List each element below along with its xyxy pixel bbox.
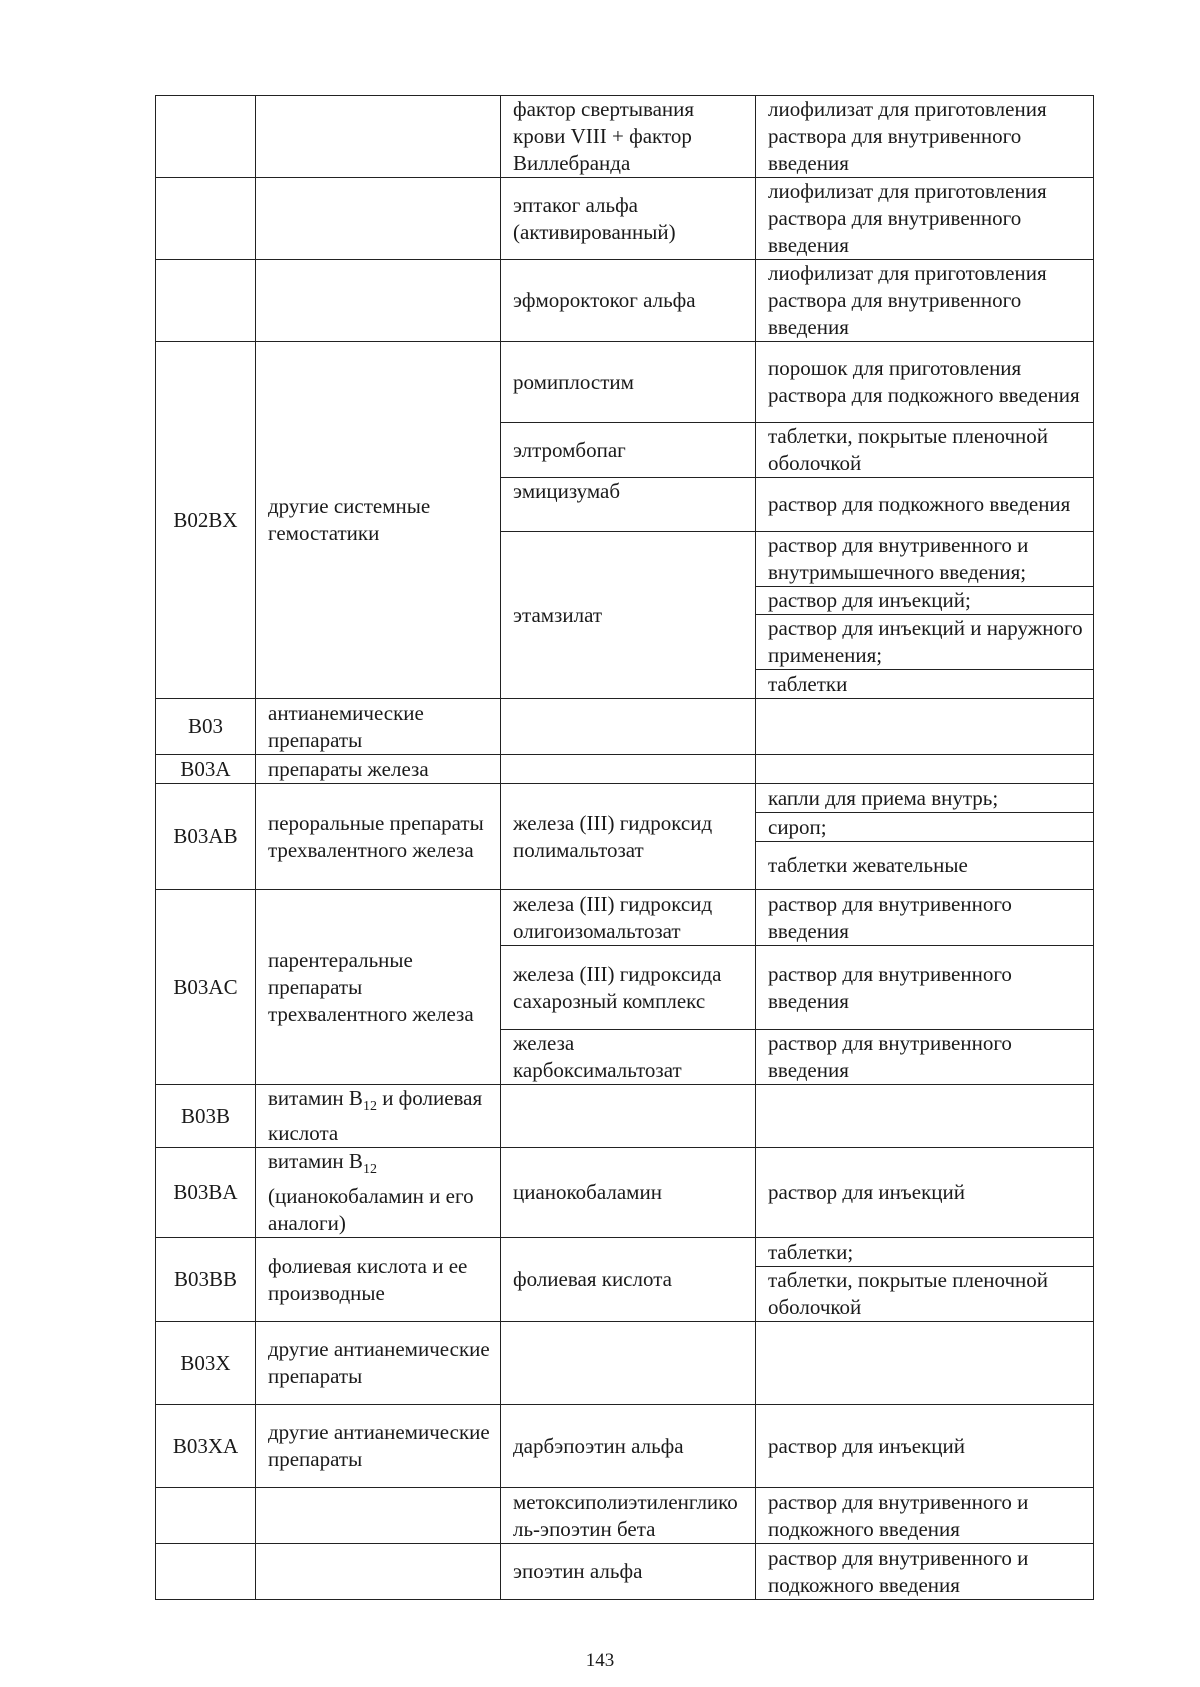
group-name: другие системные гемостатики (256, 342, 501, 699)
table-row (156, 1544, 1094, 1600)
table-row (156, 260, 1094, 342)
dosage-form: раствор для внутривенного и подкожного введения (756, 1544, 1094, 1600)
drug-name: элтромбопаг (501, 423, 756, 478)
atc-code: B03BB (156, 1238, 256, 1322)
atc-code (156, 1544, 256, 1600)
group-name (256, 1544, 501, 1600)
drug-name: эмицизумаб (501, 478, 756, 532)
table-row (156, 755, 1094, 784)
dosage-form (756, 1322, 1094, 1405)
group-name: фолиевая кислота и ее производные (256, 1238, 501, 1322)
group-name: антианемические препараты (256, 699, 501, 755)
drug-name: эфмороктоког альфа (501, 260, 756, 342)
atc-code: B03A (156, 755, 256, 784)
drug-name: дарбэпоэтин альфа (501, 1405, 756, 1488)
atc-code: B03X (156, 1322, 256, 1405)
atc-code (156, 178, 256, 260)
drug-name: железа (III) гидроксид олигоизомальтозат (501, 890, 756, 946)
dosage-form: раствор для внутривенного и внутримышечного введения; (756, 532, 1094, 587)
dosage-form: таблетки, покрытые пленочной оболочкой (756, 1267, 1094, 1322)
drug-name: эпоэтин альфа (501, 1544, 756, 1600)
table-row (156, 784, 1094, 813)
group-name (256, 1148, 501, 1238)
dosage-form: таблетки; (756, 1238, 1094, 1267)
drug-name (501, 755, 756, 784)
dosage-form: раствор для подкожного введения (756, 478, 1094, 532)
group-name (256, 1488, 501, 1544)
atc-code: B03 (156, 699, 256, 755)
drug-name: фактор свертывания крови VIII + фактор Виллебранда (501, 96, 756, 178)
dosage-form: лиофилизат для приготовления раствора для внутривенного введения (756, 178, 1094, 260)
dosage-form: раствор для внутривенного введения (756, 1030, 1094, 1085)
table-row (156, 342, 1094, 423)
drug-name: железа (III) гидроксид полимальтозат (501, 784, 756, 890)
atc-code (156, 96, 256, 178)
group-name: другие антианемические препараты (256, 1322, 501, 1405)
drug-table (155, 95, 1094, 1600)
vitamin-b12-label: витамин $B_{12}$ (цианокобаламин и его аналоги) (268, 1149, 474, 1236)
drug-name (501, 1085, 756, 1148)
table-row (156, 1322, 1094, 1405)
drug-name: метоксиполиэтиленгликоль-эпоэтин бета (501, 1488, 756, 1544)
dosage-form: лиофилизат для приготовления раствора для внутривенного введения (756, 260, 1094, 342)
group-name: парентеральные препараты трехвалентного железа (256, 890, 501, 1085)
table-row (156, 1085, 1094, 1148)
group-name (256, 1085, 501, 1148)
drug-name (501, 1322, 756, 1405)
drug-name: этамзилат (501, 532, 756, 699)
dosage-form (756, 1085, 1094, 1148)
table-row (156, 699, 1094, 755)
group-name: другие антианемические препараты (256, 1405, 501, 1488)
table-row (156, 890, 1094, 946)
dosage-form: порошок для приготовления раствора для подкожного введения (756, 342, 1094, 423)
group-name (256, 178, 501, 260)
dosage-form: раствор для внутривенного введения (756, 890, 1094, 946)
page-number: 143 (585, 1650, 615, 1671)
atc-code: B03BA (156, 1148, 256, 1238)
dosage-form: таблетки (756, 670, 1094, 699)
dosage-form: сироп; (756, 813, 1094, 842)
dosage-form: раствор для инъекций; (756, 587, 1094, 615)
drug-name: ромиплостим (501, 342, 756, 423)
table-row (156, 1148, 1094, 1238)
table-row (156, 96, 1094, 178)
table-row (156, 1238, 1094, 1267)
table-row (156, 1405, 1094, 1488)
dosage-form: раствор для инъекций (756, 1148, 1094, 1238)
dosage-form: раствор для внутривенного и подкожного введения (756, 1488, 1094, 1544)
drug-name: фолиевая кислота (501, 1238, 756, 1322)
drug-name (501, 699, 756, 755)
drug-name: цианокобаламин (501, 1148, 756, 1238)
dosage-form: таблетки жевательные (756, 842, 1094, 890)
vitamin-b12-label: витамин $B_{12}$ и фолиевая кислота (268, 1086, 483, 1146)
dosage-form: раствор для внутривенного введения (756, 946, 1094, 1030)
dosage-form: таблетки, покрытые пленочной оболочкой (756, 423, 1094, 478)
group-name (256, 96, 501, 178)
dosage-form: лиофилизат для приготовления раствора для внутривенного введения (756, 96, 1094, 178)
dosage-form (756, 699, 1094, 755)
drug-name: железа (III) гидроксида сахарозный комплекс (501, 946, 756, 1030)
dosage-form: капли для приема внутрь; (756, 784, 1094, 813)
atc-code: B03AC (156, 890, 256, 1085)
table-row (156, 178, 1094, 260)
drug-name: эптаког альфа (активированный) (501, 178, 756, 260)
atc-code: B03XA (156, 1405, 256, 1488)
group-name: пероральные препараты трехвалентного железа (256, 784, 501, 890)
atc-code: B03B (156, 1085, 256, 1148)
group-name: препараты железа (256, 755, 501, 784)
dosage-form: раствор для инъекций и наружного применения; (756, 615, 1094, 670)
table-row (156, 1488, 1094, 1544)
atc-code: B02BX (156, 342, 256, 699)
group-name (256, 260, 501, 342)
atc-code: B03AB (156, 784, 256, 890)
atc-code (156, 260, 256, 342)
drug-name: железа карбоксимальтозат (501, 1030, 756, 1085)
atc-code (156, 1488, 256, 1544)
dosage-form (756, 755, 1094, 784)
dosage-form: раствор для инъекций (756, 1405, 1094, 1488)
